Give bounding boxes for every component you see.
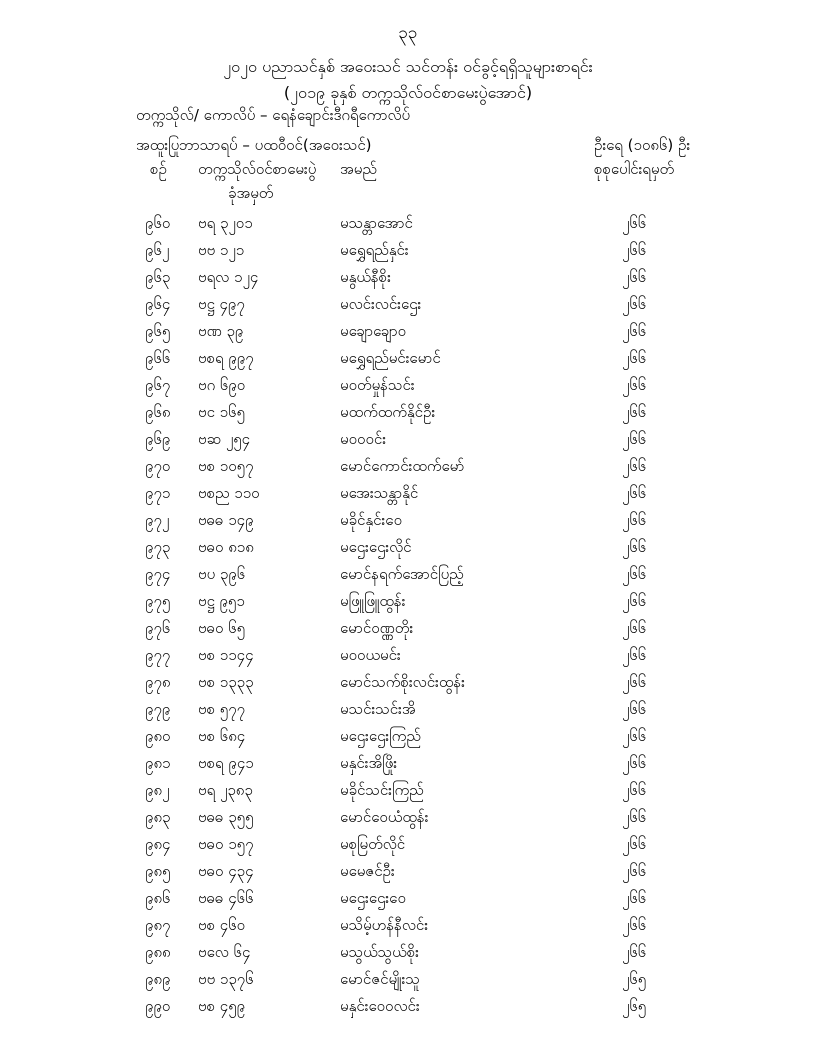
- student-name: မောင်ဝဏ္ဏတိုး: [340, 619, 414, 637]
- row-number: ၉၈၃: [145, 808, 171, 826]
- total-marks: ၂၆၆: [622, 700, 647, 718]
- student-name: မောင်ဝေယံထွန်း: [340, 808, 429, 826]
- roll-number: ဗဓ၀ ၆၅: [198, 619, 246, 637]
- student-name: မနွယ်နီစိုး: [340, 268, 391, 286]
- row-number: ၉၆၄: [145, 295, 171, 313]
- table-row: [0, 538, 816, 565]
- student-name: မရွှေရည်မင်းမောင်: [340, 349, 441, 367]
- table-row: [0, 727, 816, 754]
- roll-number: ဗလေ ၆၄: [198, 943, 251, 961]
- row-number: ၉၆၀: [145, 214, 171, 232]
- student-name: မသင်းသင်းအိ: [340, 700, 416, 718]
- table-row: [0, 430, 816, 457]
- total-marks: ၂၆၆: [622, 322, 647, 340]
- roll-number: ဗဓဓ ၁၄၉: [198, 511, 254, 529]
- row-number: ၉၆၈: [145, 403, 171, 421]
- roll-number: ဗဆ ၂၅၄: [198, 430, 251, 448]
- total-marks: ၂၆၆: [622, 646, 647, 664]
- row-number: ၉၆၂: [145, 241, 170, 259]
- table-row: [0, 754, 816, 781]
- student-name: မ၀၀ယမင်း: [340, 646, 401, 664]
- row-number: ၉၈၀: [145, 727, 171, 745]
- total-marks: ၂၆၆: [622, 538, 647, 556]
- table-row: [0, 457, 816, 484]
- roll-number: ဗရလ ၁၂၄: [198, 268, 259, 286]
- row-number: ၉၇၀: [145, 457, 171, 475]
- university-line: တက္ကသိုလ်/ ကောလိပ် – ရေနံချောင်းဒီဂရီကောလိပ်: [136, 106, 411, 124]
- table-row: [0, 673, 816, 700]
- table-row: [0, 997, 816, 1024]
- row-number: ၉၇၂: [145, 511, 170, 529]
- table-row: [0, 700, 816, 727]
- table-row: [0, 565, 816, 592]
- table-row: [0, 781, 816, 808]
- table-row: [0, 943, 816, 970]
- total-marks: ၂၆၆: [622, 754, 647, 772]
- table-row: [0, 484, 816, 511]
- row-number: ၉၈၅: [145, 862, 171, 880]
- row-number: ၉၇၁: [145, 484, 171, 502]
- roll-number: ဗဓဓ ၃၅၅: [198, 808, 254, 826]
- roll-number: ဗစည ၁၁၀: [198, 484, 260, 502]
- table-row: [0, 511, 816, 538]
- document-title: ၂၀၂၀ ပညာသင်နှစ် အဝေးသင် သင်တန်း ဝင်ခွင့်ရရှိသူများစာရင်း: [223, 57, 593, 76]
- total-marks: ၂၆၆: [622, 781, 647, 799]
- header-marks: စုစုပေါင်းရမှတ်: [594, 160, 675, 178]
- student-name: မဌေးဌေးလိုင်: [340, 538, 412, 556]
- row-number: ၉၇၈: [145, 673, 171, 691]
- student-name: မ၀တ်မှုန်သင်း: [340, 376, 415, 394]
- student-name: မလင်းလင်းဌေး: [340, 295, 422, 313]
- total-marks: ၂၆၆: [622, 214, 647, 232]
- roll-number: ဗင ၁၆၅: [198, 403, 245, 421]
- row-number: ၉၆၅: [145, 322, 171, 340]
- total-marks: ၂၆၆: [622, 943, 647, 961]
- student-name: မသန္တာအောင်: [340, 214, 413, 232]
- table-row: [0, 295, 816, 322]
- total-marks: ၂၆၆: [622, 403, 647, 421]
- subject-line: အထူးပြုဘာသာရပ် – ပထဝီဝင်(အဝေးသင်): [136, 136, 372, 154]
- roll-number: ဗပ ၃၉၆: [198, 565, 246, 583]
- header-roll-sub: ခုံအမှတ်: [228, 184, 274, 202]
- table-row: [0, 619, 816, 646]
- student-name: မသွယ်သွယ်စိုး: [340, 943, 419, 961]
- total-marks: ၂၆၆: [622, 376, 647, 394]
- row-number: ၉၈၉: [145, 970, 171, 988]
- total-marks: ၂၆၆: [622, 727, 647, 745]
- table-row: [0, 592, 816, 619]
- header-no: စဉ်: [150, 160, 167, 178]
- student-name: မနှင်းဝေ၀လင်း: [340, 997, 420, 1015]
- total-marks: ၂၆၆: [622, 619, 647, 637]
- table-row: [0, 241, 816, 268]
- student-name: မထက်ထက်နိုင်ဦး: [340, 403, 436, 421]
- table-row: [0, 889, 816, 916]
- roll-number: ဗဓ၀ ၄၃၄: [198, 862, 254, 880]
- total-marks: ၂၆၆: [622, 862, 647, 880]
- student-name: မမေဇင်ဦး: [340, 862, 395, 880]
- student-name: မောင်သက်စိုးလင်းထွန်း: [340, 673, 465, 691]
- row-number: ၉၈၄: [145, 835, 171, 853]
- table-row: [0, 835, 816, 862]
- roll-number: ဗစ ၁၀၅၇: [198, 457, 254, 475]
- student-name: မ၀၀၀င်း: [340, 430, 387, 448]
- table-row: [0, 862, 816, 889]
- student-list: [0, 214, 816, 1024]
- total-count: ဦးရေ (၁၀၈၆) ဦး: [594, 136, 691, 154]
- row-number: ၉၆၉: [145, 430, 171, 448]
- roll-number: ဗဓ၀ ၈၁၈: [198, 538, 254, 556]
- table-row: [0, 970, 816, 997]
- table-row: [0, 808, 816, 835]
- table-row: [0, 376, 816, 403]
- student-name: မောင်ကောင်းထက်မော်: [340, 457, 465, 475]
- student-name: မသိမ့်ဟန်နီလင်း: [340, 916, 429, 934]
- total-marks: ၂၆၅: [622, 997, 647, 1015]
- row-number: ၉၇၆: [145, 619, 171, 637]
- roll-number: ဗဗ ၁၂၁: [198, 241, 245, 259]
- row-number: ၉၈၁: [145, 754, 171, 772]
- table-row: [0, 349, 816, 376]
- total-marks: ၂၆၆: [622, 916, 647, 934]
- row-number: ၉၇၄: [145, 565, 171, 583]
- total-marks: ၂၆၆: [622, 565, 647, 583]
- page-number: ၃၃: [398, 23, 418, 43]
- roll-number: ဗစ ၁၃၃၃: [198, 673, 254, 691]
- student-name: မဌေးဌေးကြည်: [340, 727, 421, 745]
- roll-number: ဗဂ ၆၉၀: [198, 376, 246, 394]
- roll-number: ဗဓဓ ၄၆၆: [198, 889, 254, 907]
- student-name: မခိုင်သင်းကြည်: [340, 781, 424, 799]
- total-marks: ၂၆၆: [622, 592, 647, 610]
- roll-number: ဗစရ ၉၄၁: [198, 754, 254, 772]
- student-name: မဌေးဌေး၀ေ: [340, 889, 406, 907]
- roll-number: ဗဋ္ဌ ၉၅၁: [198, 592, 245, 610]
- row-number: ၉၈၇: [145, 916, 171, 934]
- table-row: [0, 322, 816, 349]
- student-name: မချောချော၀: [340, 322, 407, 340]
- student-name: မနှင်းအိဖြိုး: [340, 754, 398, 772]
- total-marks: ၂၆၆: [622, 511, 647, 529]
- student-name: မောင်နရက်အောင်ပြည့်: [340, 565, 464, 583]
- row-number: ၉၉၀: [145, 997, 171, 1015]
- roll-number: ဗစ ၁၁၄၄: [198, 646, 254, 664]
- student-name: မစုမြတ်လိုင်: [340, 835, 406, 853]
- student-name: မခိုင်နှင်း၀ေ: [340, 511, 403, 529]
- roll-number: ဗဏ ၃၉: [198, 322, 244, 340]
- total-marks: ၂၆၆: [622, 808, 647, 826]
- table-row: [0, 214, 816, 241]
- row-number: ၉၇၃: [145, 538, 171, 556]
- total-marks: ၂၆၆: [622, 430, 647, 448]
- roll-number: ဗဗ ၁၃၇၆: [198, 970, 254, 988]
- row-number: ၉၇၇: [145, 646, 171, 664]
- row-number: ၉၈၂: [145, 781, 170, 799]
- table-row: [0, 916, 816, 943]
- row-number: ၉၆၃: [145, 268, 171, 286]
- total-marks: ၂၆၆: [622, 241, 647, 259]
- total-marks: ၂၆၅: [622, 970, 647, 988]
- total-marks: ၂၆၆: [622, 295, 647, 313]
- row-number: ၉၈၆: [145, 889, 171, 907]
- total-marks: ၂၆၆: [622, 457, 647, 475]
- table-row: [0, 268, 816, 295]
- row-number: ၉၈၈: [145, 943, 171, 961]
- roll-number: ဗစ ၆၈၄: [198, 727, 246, 745]
- total-marks: ၂၆၆: [622, 835, 647, 853]
- roll-number: ဗရ ၂၃၈၃: [198, 781, 253, 799]
- roll-number: ဗစရ ၉၉၇: [198, 349, 254, 367]
- total-marks: ၂၆၆: [622, 673, 647, 691]
- roll-number: ဗစ ၄၅၉: [198, 997, 246, 1015]
- student-name: မဖြူဖြူထွန်း: [340, 592, 406, 610]
- student-name: မအေးသန္တာနိုင်: [340, 484, 419, 502]
- roll-number: ဗစ ၄၆၀: [198, 916, 246, 934]
- roll-number: ဗဓ၀ ၁၅၇: [198, 835, 254, 853]
- roll-number: ဗစ ၅၇၇: [198, 700, 246, 718]
- table-row: [0, 403, 816, 430]
- total-marks: ၂၆၆: [622, 268, 647, 286]
- header-name: အမည်: [340, 160, 377, 178]
- total-marks: ၂၆၆: [622, 889, 647, 907]
- total-marks: ၂၆၆: [622, 349, 647, 367]
- total-marks: ၂၆၆: [622, 484, 647, 502]
- student-name: မောင်ဇင်မျိုးသူ: [340, 970, 420, 988]
- student-name: မရွှေရည်နှင်း: [340, 241, 409, 259]
- row-number: ၉၆၆: [145, 349, 171, 367]
- roll-number: ဗရ ၃၂၀၁: [198, 214, 253, 232]
- roll-number: ဗဋ္ဌ ၄၉၇: [198, 295, 245, 313]
- row-number: ၉၇၅: [145, 592, 171, 610]
- header-roll: တက္ကသိုလ်ဝင်စာမေးပွဲ: [198, 160, 317, 178]
- document-subtitle: (၂၀၁၉ ခုနှစ် တက္ကသိုလ်ဝင်စာမေးပွဲအောင်): [283, 83, 533, 102]
- row-number: ၉၆၇: [145, 376, 171, 394]
- table-row: [0, 646, 816, 673]
- row-number: ၉၇၉: [145, 700, 171, 718]
